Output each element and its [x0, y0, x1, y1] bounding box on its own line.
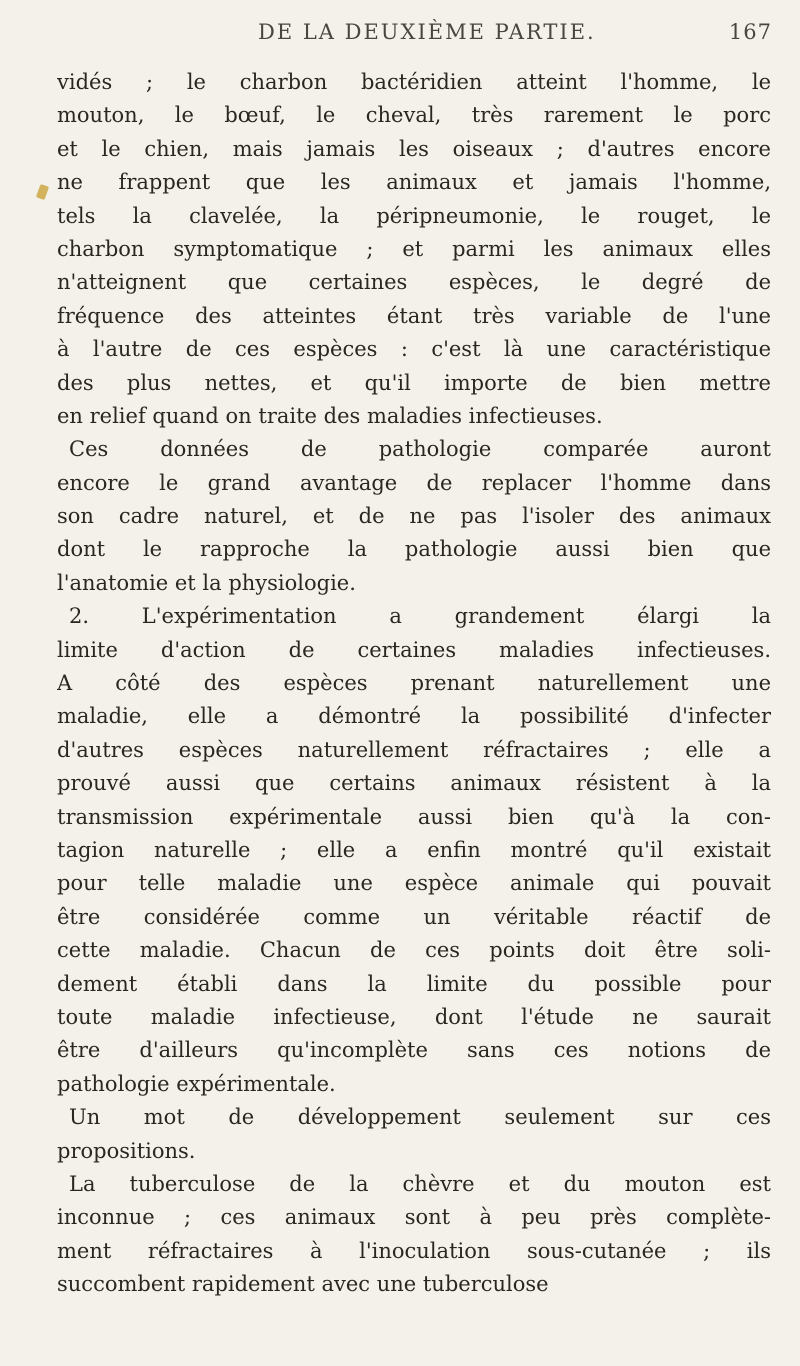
- text-line: fréquence des atteintes étant très variable de l'une: [57, 303, 771, 328]
- text-line: dement établi dans la limite du possible pour: [57, 971, 771, 996]
- text-line: transmission expérimentale aussi bien qu'à la con-: [57, 804, 771, 829]
- ink-mark-icon: [36, 184, 49, 200]
- text-line: pour telle maladie une espèce animale qui pouvait: [57, 871, 771, 896]
- text-line: maladie, elle a démontré la possibilité d'infecter: [57, 704, 771, 729]
- text-line: limite d'action de certaines maladies infectieuses.: [57, 637, 771, 662]
- text-line: d'autres espèces naturellement réfractaires ; elle a: [57, 737, 771, 762]
- text-line: tagion naturelle ; elle a enfin montré qu'il existait: [57, 837, 771, 862]
- header-title: DE LA DEUXIÈME PARTIE.: [258, 20, 596, 44]
- text-line: encore le grand avantage de replacer l'homme dans: [57, 470, 771, 495]
- text-line: ment réfractaires à l'inoculation sous-cutanée ; ils: [57, 1238, 771, 1263]
- page-number: 167: [728, 20, 772, 44]
- text-line: succombent rapidement avec une tuberculose: [57, 1272, 549, 1297]
- text-line: être d'ailleurs qu'incomplète sans ces notions de: [57, 1038, 771, 1063]
- text-line: l'anatomie et la physiologie.: [57, 570, 356, 595]
- text-line: à l'autre de ces espèces : c'est là une caractéristique: [57, 337, 771, 362]
- text-line: vidés ; le charbon bactéridien atteint l'homme, le: [57, 70, 771, 94]
- text-line: et le chien, mais jamais les oiseaux ; d'autres encore: [57, 136, 771, 161]
- text-line: pathologie expérimentale.: [57, 1071, 336, 1096]
- text-line: son cadre naturel, et de ne pas l'isoler des animaux: [57, 504, 771, 529]
- text-line: n'atteignent que certaines espèces, le degré de: [57, 270, 771, 295]
- text-line: dont le rapproche la pathologie aussi bien que: [57, 537, 771, 562]
- text-line: A côté des espèces prenant naturellement une: [57, 671, 771, 696]
- text-line: ne frappent que les animaux et jamais l'homme,: [57, 170, 771, 195]
- body-text: [57, 66, 771, 1301]
- text-line: Un mot de développement seulement sur ces: [69, 1105, 771, 1130]
- text-line: inconnue ; ces animaux sont à peu près complète-: [57, 1205, 771, 1230]
- text-line: propositions.: [57, 1138, 196, 1163]
- text-line: toute maladie infectieuse, dont l'étude ne saurait: [57, 1004, 771, 1029]
- text-line: charbon symptomatique ; et parmi les animaux elles: [57, 236, 771, 261]
- text-line: être considérée comme un véritable réactif de: [57, 904, 771, 929]
- text-line: cette maladie. Chacun de ces points doit être soli-: [57, 938, 771, 963]
- text-line: en relief quand on traite des maladies infectieuses.: [57, 403, 603, 428]
- text-line: mouton, le bœuf, le cheval, très rarement le porc: [57, 103, 771, 128]
- text-line: prouvé aussi que certains animaux résistent à la: [57, 771, 771, 796]
- text-line: 2. L'expérimentation a grandement élargi la: [69, 604, 771, 629]
- text-line: tels la clavelée, la péripneumonie, le rouget, le: [57, 203, 771, 228]
- running-header: [108, 20, 772, 50]
- text-line: Ces données de pathologie comparée auront: [69, 437, 771, 462]
- text-line: des plus nettes, et qu'il importe de bien mettre: [57, 370, 771, 395]
- text-line: La tuberculose de la chèvre et du mouton est: [69, 1171, 771, 1196]
